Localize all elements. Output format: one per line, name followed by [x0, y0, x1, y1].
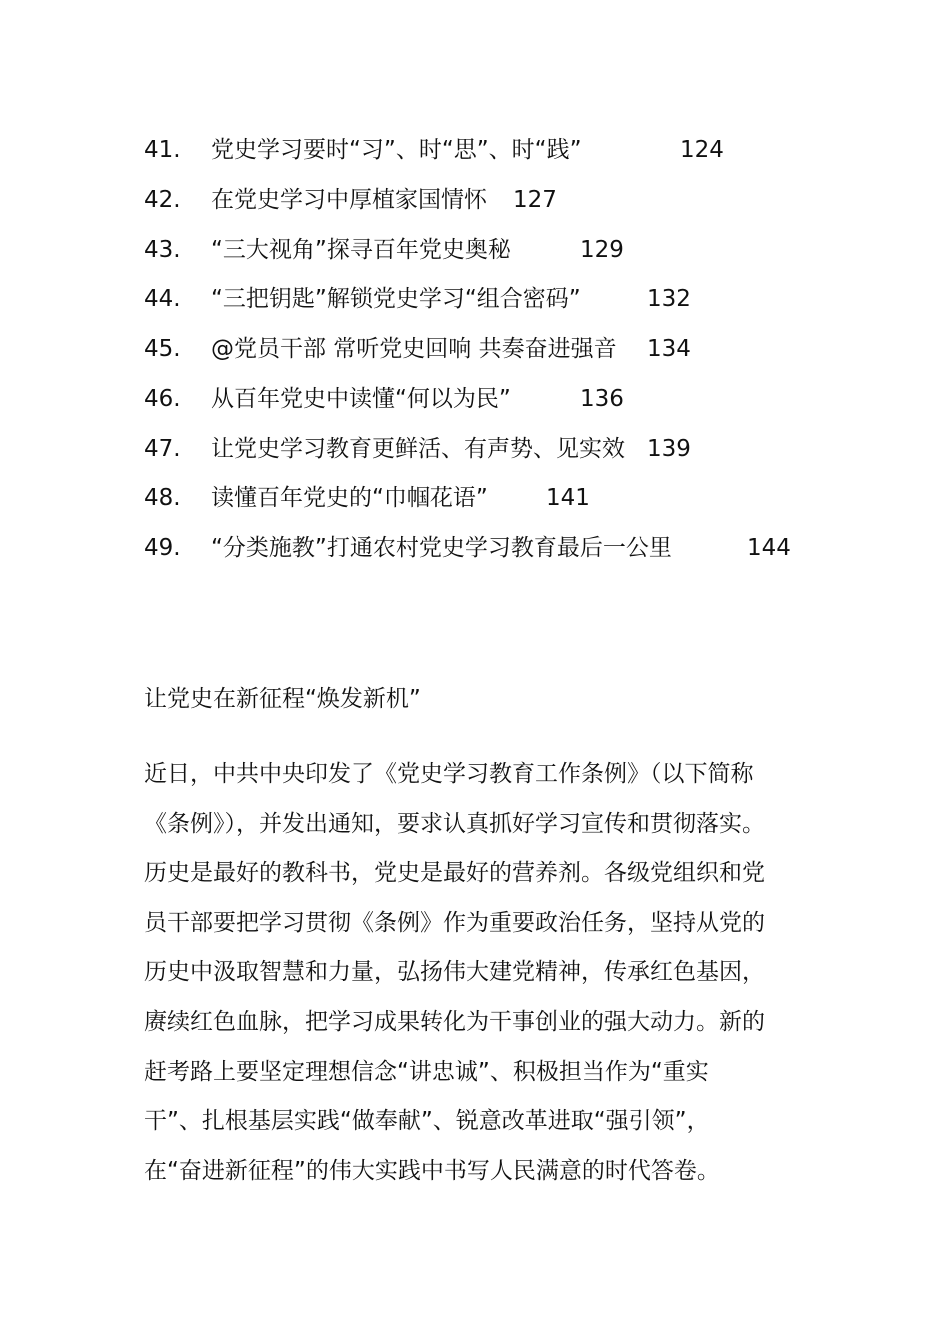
article-line: 近日，中共中央印发了《党史学习教育工作条例》（以下简称 — [144, 761, 754, 787]
article-line: 《条例》），并发出通知，要求认真抓好学习宣传和贯彻落实。 — [144, 810, 765, 837]
article-line: 历史是最好的教科书，党史是最好的营养剂。各级党组织和党 — [144, 860, 765, 887]
toc-entry — [144, 377, 844, 427]
toc-entry — [144, 228, 844, 278]
toc-entry-title: 让党史学习教育更鲜活、有声势、见实效 — [211, 435, 625, 462]
toc-entry — [144, 476, 844, 526]
article-title: 让党史在新征程“焕发新机” — [144, 686, 421, 712]
toc-entry-title: 读懂百年党史的“巾帼花语” — [211, 485, 488, 512]
table-of-contents — [144, 128, 844, 576]
toc-entry-title: “三大视角”探寻百年党史奥秘 — [211, 236, 511, 263]
toc-entry-number: 45. — [144, 336, 181, 362]
toc-entry-number: 42. — [144, 186, 181, 213]
article-line: 历史中汲取智慧和力量，弘扬伟大建党精神，传承红色基因， — [144, 959, 765, 986]
article-line: 员干部要把学习贯彻《条例》作为重要政治任务，坚持从党的 — [144, 909, 765, 936]
toc-entry-number: 43. — [144, 236, 181, 263]
toc-entry-number: 46. — [144, 385, 181, 412]
article-line: 在“奋进新征程”的伟大实践中书写人民满意的时代答卷。 — [144, 1157, 720, 1184]
toc-entry-title: @党员干部 常听党史回响 共奏奋进强音 — [211, 336, 617, 362]
toc-entry — [144, 178, 844, 228]
toc-entry-page: 136 — [580, 385, 624, 412]
article-line: 干”、扎根基层实践“做奉献”、锐意改革进取“强引领”， — [144, 1108, 710, 1135]
toc-entry-page: 129 — [580, 236, 624, 263]
toc-entry — [144, 277, 844, 327]
toc-entry — [144, 128, 844, 178]
toc-entry-title: 在党史学习中厚植家国情怀 — [211, 186, 487, 213]
toc-entry — [144, 327, 844, 377]
toc-entry-page: 139 — [647, 435, 691, 462]
toc-entry-title: “分类施教”打通农村党史学习教育最后一公里 — [211, 535, 672, 561]
toc-entry-page: 132 — [647, 286, 691, 313]
toc-entry-number: 41. — [144, 137, 181, 163]
toc-entry-page: 134 — [647, 336, 691, 362]
toc-entry-page: 127 — [513, 186, 557, 213]
toc-entry-number: 47. — [144, 435, 181, 462]
toc-entry-title: “三把钥匙”解锁党史学习“组合密码” — [211, 286, 581, 313]
toc-entry-number: 48. — [144, 485, 181, 512]
toc-entry — [144, 526, 844, 576]
toc-entry-page: 141 — [546, 485, 590, 512]
toc-entry-page: 124 — [680, 137, 724, 163]
article-line: 赶考路上要坚定理想信念“讲忠诚”、积极担当作为“重实 — [144, 1058, 709, 1085]
article-body — [144, 752, 824, 1198]
toc-entry-title: 党史学习要时“习”、时“思”、时“践” — [211, 137, 582, 163]
toc-entry-number: 49. — [144, 535, 181, 561]
toc-entry-title: 从百年党史中读懂“何以为民” — [211, 385, 511, 412]
toc-entry — [144, 427, 844, 477]
toc-entry-page: 144 — [747, 535, 791, 561]
toc-entry-number: 44. — [144, 286, 181, 313]
article-line: 赓续红色血脉，把学习成果转化为干事创业的强大动力。新的 — [144, 1008, 765, 1035]
